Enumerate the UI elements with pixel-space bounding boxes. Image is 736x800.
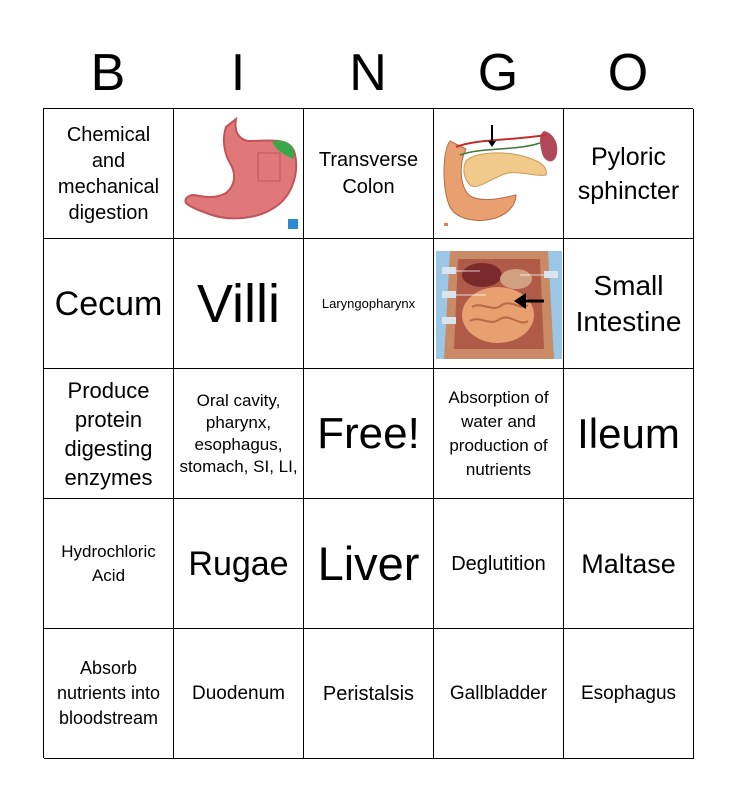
cell-text: Cecum [54, 284, 163, 323]
cell-text: Esophagus [580, 683, 677, 704]
bingo-cell[interactable] [44, 109, 174, 239]
cell-text: Small Intestine [575, 269, 682, 337]
bingo-cell[interactable] [564, 629, 694, 759]
pancreas-duodenum-illustration [436, 111, 562, 237]
cell-text: Produce protein digesting enzymes [64, 377, 153, 490]
bingo-cell[interactable] [174, 239, 304, 369]
cell-text: Duodenum [192, 683, 285, 704]
bingo-cell[interactable] [304, 109, 434, 239]
free-space-label: Free! [317, 408, 420, 458]
cell-text: Chemical and mechanical digestion [57, 123, 160, 224]
bingo-cell[interactable] [434, 629, 564, 759]
bingo-cell[interactable] [174, 499, 304, 629]
cell-text: Hydrochloric Acid [61, 541, 156, 585]
abdomen-image-cell[interactable] [434, 239, 564, 369]
pancreas-image-cell[interactable] [434, 109, 564, 239]
header-letter-n: N [349, 44, 387, 102]
bingo-cell[interactable] [564, 369, 694, 499]
cell-text: Ileum [577, 409, 680, 457]
header-letter-i: I [230, 44, 246, 102]
cell-text: Liver [317, 536, 420, 590]
cell-text: Absorb nutrients into bloodstream [56, 658, 161, 728]
header-letter-g: G [477, 44, 519, 102]
stomach-illustration [176, 111, 302, 237]
bingo-cell[interactable] [564, 499, 694, 629]
free-space[interactable] [304, 369, 434, 499]
cell-text: Pyloric sphincter [577, 142, 680, 205]
cell-text: Gallbladder [449, 683, 548, 704]
bingo-cell[interactable] [44, 629, 174, 759]
cell-text: Deglutition [451, 552, 546, 575]
cell-text: Transverse Colon [318, 148, 419, 198]
bingo-cell[interactable] [174, 369, 304, 499]
bingo-cell[interactable] [564, 109, 694, 239]
bingo-cell[interactable] [44, 239, 174, 369]
cell-text: Villi [196, 273, 281, 334]
bingo-cell[interactable] [434, 499, 564, 629]
cell-text: Oral cavity, pharynx, esophagus, stomach, SI, LI, [179, 390, 298, 476]
digestive-system-abdomen-illustration [436, 241, 562, 367]
bingo-cell[interactable] [304, 629, 434, 759]
bingo-cell[interactable] [564, 239, 694, 369]
bingo-cell[interactable] [304, 499, 434, 629]
bingo-cell[interactable] [174, 629, 304, 759]
header-letter-b: B [90, 44, 126, 102]
bingo-cell[interactable] [44, 369, 174, 499]
bingo-cell[interactable] [304, 239, 434, 369]
bingo-card [43, 108, 693, 758]
cell-text: Maltase [581, 548, 676, 579]
header-letter-o: O [607, 44, 649, 102]
bingo-cell[interactable] [44, 499, 174, 629]
cell-text: Laryngopharynx [321, 295, 416, 311]
cell-text: Rugae [188, 544, 289, 583]
bingo-cell[interactable] [434, 369, 564, 499]
cell-text: Absorption of water and production of nutrients [448, 387, 549, 479]
stomach-image-cell[interactable] [174, 109, 304, 239]
bingo-header [43, 38, 693, 108]
cell-text: Peristalsis [322, 682, 415, 705]
